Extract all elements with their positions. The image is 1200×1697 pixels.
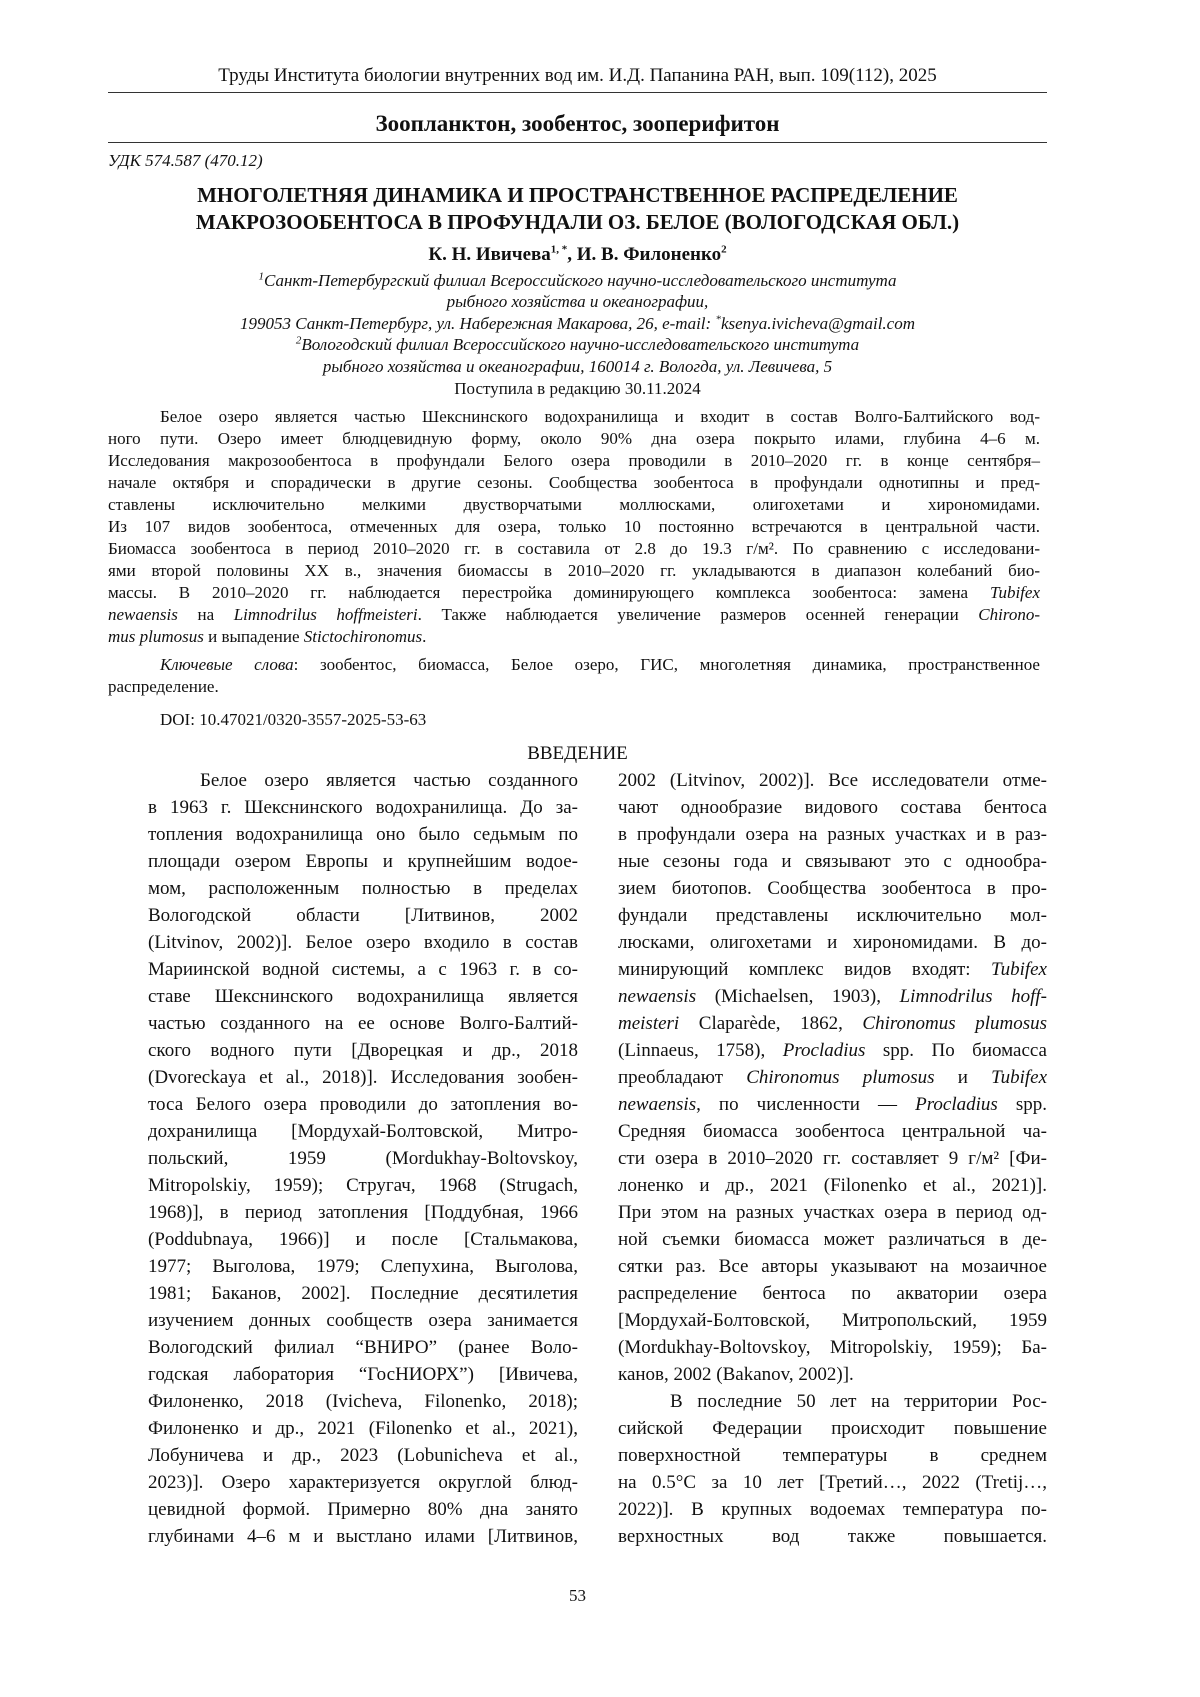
text-segment: . [422,627,426,646]
text-line [108,626,1040,648]
text-segment: ского водного пути [Дворецкая и др., 2018 [148,1040,578,1061]
text-segment: чают однообразие видового состава бентоса [618,797,1047,818]
italic-text: Chironomus plumosus [746,1067,934,1088]
journal-header: Труды Института биологии внутренних вод им. И.Д. Папанина РАН, вып. 109(112), 2025 [108,64,1047,88]
text-line [108,428,1040,450]
text-line [108,676,1040,698]
author-affiliation-mark: 1, * [551,244,568,256]
text-line [618,848,1047,875]
text-line [618,1091,1047,1118]
section-heading: Зоопланктон, зообентос, зооперифитон [108,110,1047,138]
text-segment: При этом на разных участках озера в период од- [618,1202,1047,1223]
text-line [618,1442,1047,1469]
text-segment: глубинами 4–6 м и выстлано илами [Литвинов, [148,1526,578,1547]
received-date: Поступила в редакцию 30.11.2024 [108,379,1047,399]
text-line [148,848,578,875]
text-segment: зием биотопов. Сообщества зообентоса в про- [618,878,1047,899]
text-line [108,560,1040,582]
text-line [148,1523,578,1550]
text-line [618,1334,1047,1361]
udk-code: УДК 574.587 (470.12) [108,150,263,172]
text-segment: на 0.5°С за 10 лет [Третий…, 2022 (Tretij…, [618,1472,1047,1493]
text-line [148,1442,578,1469]
text-line [148,1415,578,1442]
text-segment: ного пути. Озеро имеет блюдцевидную форму, около 90% дна озера покрыто илами, глубина 4–6 м. [108,429,1040,448]
text-line [148,1226,578,1253]
text-segment: на [178,605,234,624]
email-mark: * [715,313,721,325]
text-line [148,1010,578,1037]
text-segment: верхностных вод также повышается. [618,1526,1047,1547]
text-segment: Филоненко, 2018 (Ivicheva, Filonenko, 2018); [148,1391,578,1412]
affiliation-text: рыбного хозяйства и океанографии, 160014 г. Вологда, ул. Левичева, 5 [108,356,1047,377]
text-line [618,1118,1047,1145]
text-segment: 2023)]. Озеро характеризуется округлой блюд- [148,1472,578,1493]
text-segment: годская лаборатория “ГосНИОРХ”) [Ивичева, [148,1364,578,1385]
text-line [148,1334,578,1361]
text-line [108,582,1040,604]
text-line [618,1307,1047,1334]
abstract [108,406,1040,648]
text-line [618,1469,1047,1496]
text-segment: изучением донных сообществ озера занимается [148,1310,578,1331]
text-segment: (Mordukhay-Boltovskoy, Mitropolskiy, 1959); Ба- [618,1337,1047,1358]
text-segment: (Litvinov, 2002)]. Белое озеро входило в состав [148,932,578,953]
text-line [618,794,1047,821]
text-segment: сятки раз. Все авторы указывают на мозаичное [618,1256,1047,1277]
italic-text: meisteri [618,1013,679,1034]
affiliation-text: рыбного хозяйства и океанографии, [108,291,1047,312]
text-segment: ставе Шекснинского водохранилища является [148,986,578,1007]
text-segment: spp. [998,1094,1047,1115]
text-segment: польский, 1959 (Mordukhay-Boltovskoy, [148,1148,578,1169]
page-number: 53 [108,1585,1047,1607]
text-segment: Средняя биомасса зообентоса центральной ча- [618,1121,1047,1142]
text-segment: (Michaelsen, 1903), [696,986,900,1007]
text-line [148,902,578,929]
text-segment: 1981; Баканов, 2002]. Последние десятилетия [148,1283,578,1304]
text-segment: 2022)]. В крупных водоемах температура по- [618,1499,1047,1520]
text-line [618,1199,1047,1226]
text-line [618,1523,1047,1550]
text-segment: и выпадение [204,627,304,646]
text-line [148,1118,578,1145]
italic-text: Procladius [915,1094,998,1115]
text-line [148,794,578,821]
text-line [618,1172,1047,1199]
author-email: ksenya.ivicheva@gmail.com [721,314,915,333]
text-line [618,1496,1047,1523]
text-line [148,1091,578,1118]
text-line [618,1037,1047,1064]
text-segment: и [935,1067,992,1088]
title-line: МАКРОЗООБЕНТОСА В ПРОФУНДАЛИ ОЗ. БЕЛОЕ (ВОЛОГОДСКАЯ ОБЛ.) [108,209,1047,236]
text-segment: Claparède, 1862, [679,1013,862,1034]
text-line [148,821,578,848]
text-line [108,450,1040,472]
text-segment: люсками, олигохетами и хирономидами. В до- [618,932,1047,953]
text-segment: Лобуничева и др., 2023 (Lobunicheva et al., [148,1445,578,1466]
text-segment: площади озером Европы и крупнейшим водое- [148,851,578,872]
italic-text: Tubifex [990,583,1040,602]
text-line [148,1145,578,1172]
section-rule [108,142,1047,143]
text-segment: тоса Белого озера проводили до затопления во- [148,1094,578,1115]
text-segment: 1977; Выголова, 1979; Слепухина, Выголова, [148,1256,578,1277]
affiliation-mark: 2 [296,335,302,347]
text-segment: Из 107 видов зообентоса, отмеченных для озера, только 10 постоянно встречаются в центральной части. [108,517,1040,536]
text-segment: Филоненко и др., 2021 (Filonenko et al., 2021), [148,1418,578,1439]
text-segment: поверхностной температуры в среднем [618,1445,1047,1466]
text-line [618,1388,1047,1415]
italic-text: newaensis [618,1094,696,1115]
text-line [108,604,1040,626]
text-line [618,1145,1047,1172]
text-segment: (Linnaeus, 1758), [618,1040,783,1061]
text-line [148,1361,578,1388]
italic-text: Tubifex [991,1067,1047,1088]
text-line [618,767,1047,794]
affiliation-address: 199053 Санкт-Петербург, ул. Набережная Макарова, 26, e-mail: [240,314,715,333]
text-segment: Исследования макрозообентоса в профундали Белого озера проводили в 2010–2020 гг. в конце сентября– [108,451,1040,470]
italic-text: Stictochironomus [304,627,422,646]
left-column [148,767,578,1550]
text-segment: 2002 (Litvinov, 2002)]. Все исследователи отме- [618,770,1047,791]
text-segment: ные сезоны года и связывают это с однообра- [618,851,1047,872]
text-segment: дохранилища [Мордухай-Болтовской, Митро- [148,1121,578,1142]
text-segment: Mitropolskiy, 1959); Стругач, 1968 (Strugach, [148,1175,578,1196]
text-line [148,767,578,794]
text-segment: канов, 2002 (Bakanov, 2002)]. [618,1364,854,1385]
text-segment: Мариинской водной системы, а с 1963 г. в со- [148,959,578,980]
text-segment: . Также наблюдается увеличение размеров осенней генерации [418,605,979,624]
text-line [618,983,1047,1010]
affiliation-text: Вологодский филиал Всероссийского научно-исследовательского института [301,335,859,354]
text-line [148,929,578,956]
italic-text: mus plumosus [108,627,204,646]
text-segment: 1968)], в период затопления [Поддубная, 1966 [148,1202,578,1223]
article-title [108,182,1047,236]
text-segment: мом, расположенным полностью в пределах [148,878,578,899]
doi: DOI: 10.47021/0320-3557-2025-53-63 [160,709,426,731]
text-line [148,1199,578,1226]
text-segment: Биомасса зообентоса в период 2010–2020 гг. в составила от 2.8 до 19.3 г/м². По сравнению с исследовани- [108,539,1040,558]
text-segment: Вологодской области [Литвинов, 2002 [148,905,578,926]
italic-text: newaensis [108,605,178,624]
text-line [148,1388,578,1415]
italic-text: Limnodrilus hoffmeisteri [234,605,418,624]
author-name: К. Н. Ивичева [428,244,550,265]
italic-text: Limnodrilus hoff- [900,986,1047,1007]
text-segment: массы. В 2010–2020 гг. наблюдается перестройка доминирующего комплекса зообентоса: замена [108,583,990,602]
text-segment: В последние 50 лет на территории Рос- [670,1391,1047,1412]
text-line [618,929,1047,956]
affiliations [108,270,1047,377]
text-line [148,1172,578,1199]
text-segment: Белое озеро является частью Шекснинского водохранилища и входит в состав Волго-Балтийского вод- [160,407,1040,426]
text-line [618,1361,1047,1388]
italic-text: Ключевые слова [160,655,294,674]
text-segment: ставлены исключительно мелкими двустворчатыми моллюсками, олигохетами и хирономидами. [108,495,1040,514]
text-line [148,1496,578,1523]
text-segment: лоненко и др., 2021 (Filonenko et al., 2021)]. [618,1175,1047,1196]
text-line [108,538,1040,560]
title-line: МНОГОЛЕТНЯЯ ДИНАМИКА И ПРОСТРАНСТВЕННОЕ РАСПРЕДЕЛЕНИЕ [108,182,1047,209]
keywords [108,654,1040,698]
text-line [148,1064,578,1091]
text-line [108,654,1040,676]
text-segment: цевидной формой. Примерно 80% дна занято [148,1499,578,1520]
affiliation-mark: 1 [258,270,264,282]
text-line [618,1415,1047,1442]
text-segment: Белое озеро является частью созданного [200,770,578,791]
text-segment: частью созданного на ее основе Волго-Балтий- [148,1013,578,1034]
text-segment: распределение. [108,677,219,696]
text-segment: начале октября и спорадически в другие сезоны. Сообщества зообентоса в профундали однотипны и пред- [108,473,1040,492]
text-segment: сийской Федерации происходит повышение [618,1418,1047,1439]
text-segment: преобладают [618,1067,746,1088]
text-segment: сти озера в 2010–2020 гг. составляет 9 г/м² [Фи- [618,1148,1047,1169]
text-segment: spp. По биомасса [865,1040,1047,1061]
text-segment: (Dvoreckaya et al., 2018)]. Исследования зообен- [148,1067,578,1088]
authors [108,243,1047,267]
text-segment: : зообентос, биомасса, Белое озеро, ГИС, многолетняя динамика, пространственное [294,655,1040,674]
text-line [148,1253,578,1280]
text-line [618,1010,1047,1037]
text-segment: топления водохранилища оно было седьмым по [148,824,578,845]
italic-text: Chironomus plumosus [862,1013,1047,1034]
right-column [618,767,1047,1550]
author-affiliation-mark: 2 [721,244,727,256]
text-line [618,1280,1047,1307]
text-line [108,472,1040,494]
header-rule [108,92,1047,93]
text-line [148,1037,578,1064]
text-line [108,406,1040,428]
text-segment: ной съемки биомасса может различаться в де- [618,1229,1047,1250]
text-line [148,983,578,1010]
text-segment: в 1963 г. Шекснинского водохранилища. До за- [148,797,578,818]
italic-text: newaensis [618,986,696,1007]
text-segment: ями второй половины XX в., значения биомассы в 2010–2020 гг. укладываются в диапазон колебаний био- [108,561,1040,580]
text-line [618,956,1047,983]
text-line [618,875,1047,902]
text-segment: Вологодский филиал “ВНИРО” (ранее Воло- [148,1337,578,1358]
text-segment: [Мордухай-Болтовской, Митропольский, 1959 [618,1310,1047,1331]
italic-text: Procladius [783,1040,866,1061]
text-line [108,494,1040,516]
text-segment: , по численности — [696,1094,915,1115]
text-segment: (Poddubnaya, 1966)] и после [Стальмакова, [148,1229,578,1250]
text-segment: в профундали озера на разных участках и в раз- [618,824,1047,845]
text-segment: фундали представлены исключительно мол- [618,905,1047,926]
text-line [148,875,578,902]
text-line [618,1253,1047,1280]
intro-heading: ВВЕДЕНИЕ [108,742,1047,766]
text-line [148,1307,578,1334]
italic-text: Tubifex [991,959,1047,980]
text-segment: распределение бентоса по акватории озера [618,1283,1047,1304]
author-separator: , [567,244,577,265]
text-line [618,1064,1047,1091]
italic-text: Chirono- [978,605,1040,624]
author-name: И. В. Филоненко [577,244,721,265]
text-line [148,956,578,983]
text-line [618,902,1047,929]
affiliation-text: Санкт-Петербургский филиал Всероссийского научно-исследовательского института [264,271,897,290]
text-line [148,1280,578,1307]
text-line [108,516,1040,538]
text-segment: минирующий комплекс видов входят: [618,959,991,980]
text-line [618,1226,1047,1253]
text-line [618,821,1047,848]
text-line [148,1469,578,1496]
